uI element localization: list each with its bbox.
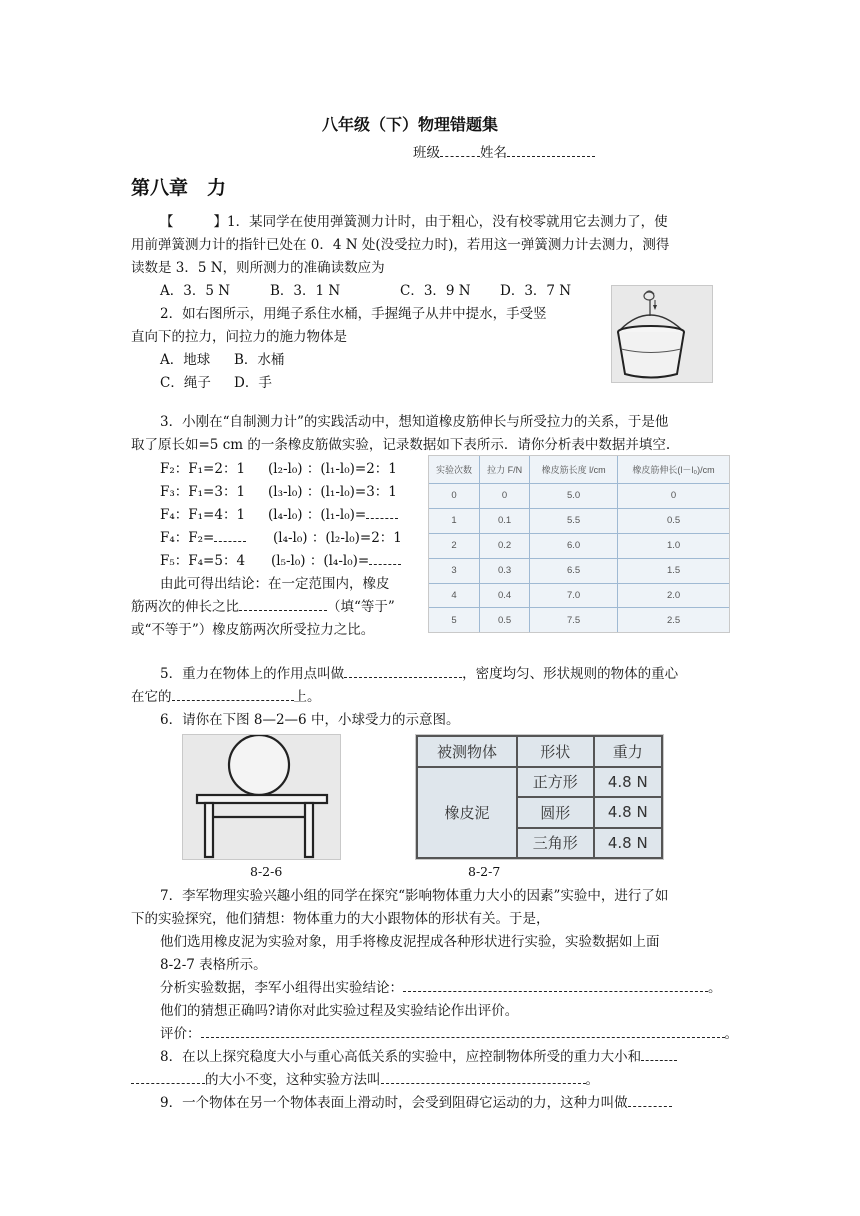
- q7-line-6: 他们的猜想正确吗?请你对此实验过程及实验结论作出评价。: [160, 1003, 519, 1019]
- table-cell: 0: [480, 484, 530, 509]
- answer-blank: [366, 506, 398, 519]
- q5-text-2b: 上。: [293, 689, 321, 705]
- weight-table-cell: 4.8 N: [594, 828, 662, 859]
- table-cell: 1.5: [618, 558, 729, 583]
- table-cell: 0.5: [618, 508, 729, 533]
- ratio-row-4-right: (l₄-l₀) ：(l₂-l₀)=2：1: [273, 530, 402, 546]
- q7-line-5: [160, 976, 722, 996]
- q3-conclusion-3: 或“不等于”）橡皮筋两次所受拉力之比。: [131, 622, 375, 638]
- table-cell: 4: [429, 583, 480, 608]
- table-header-row: [429, 456, 729, 484]
- q1-option-b: B．3．1 N: [270, 283, 341, 299]
- table-cell: 6.0: [530, 533, 618, 558]
- table-row: [429, 508, 729, 533]
- q2-line-2: 直向下的拉力，问拉力的施力物体是: [131, 329, 347, 345]
- weight-table-cell: 三角形: [517, 828, 594, 859]
- q7-line-1: 7．李军物理实验兴趣小组的同学在探究“影响物体重力大小的因素”实验中，进行了如: [160, 888, 669, 904]
- ratio-row-3-right: [268, 503, 398, 523]
- table-header: 实验次数: [436, 465, 473, 476]
- q6-line-1: 6．请你在下图 8—2—6 中，小球受力的示意图。: [160, 712, 460, 728]
- table-cell: 5.0: [530, 484, 618, 509]
- data-table: [429, 456, 729, 632]
- answer-blank: [344, 665, 462, 678]
- ratio-row-2-left: F₃：F₁=3：1: [160, 484, 246, 500]
- page-title: 八年级（下）物理错题集: [322, 115, 499, 134]
- q3-conclusion-2: [131, 595, 395, 615]
- elongation-data-table: [428, 455, 730, 633]
- q2-option-d: D．手: [234, 375, 272, 391]
- q2-option-a: A．地球: [160, 352, 211, 368]
- student-info-line: [413, 141, 595, 161]
- chapter-heading: 第八章 力: [131, 177, 227, 199]
- q1-option-d: D．3．7 N: [500, 283, 572, 299]
- name-blank: [507, 144, 595, 157]
- q8-text-1: 8．在以上探究稳度大小与重心高低关系的实验中，应控制物体所受的重力大小和: [160, 1049, 642, 1065]
- table-cell: 0.2: [480, 533, 530, 558]
- weight-table-cell: 正方形: [517, 767, 594, 798]
- answer-bracket-close: 】: [213, 214, 227, 230]
- table-cell: 7.0: [530, 583, 618, 608]
- ratio-row-1-right: (l₂-l₀) ：(l₁-l₀)=2：1: [268, 461, 397, 477]
- bucket-illustration: [611, 285, 713, 383]
- table-row: [429, 484, 729, 509]
- q3-line-1: 3．小刚在“自制测力计”的实践活动中，想知道橡皮筋伸长与所受拉力的关系，于是他: [160, 414, 669, 430]
- table-cell: 2: [429, 533, 480, 558]
- table-cell: 0: [618, 484, 729, 509]
- table-header: 橡皮筋伸长(l－l₀)/cm: [618, 456, 729, 484]
- answer-blank: [131, 1071, 205, 1084]
- q7-line-4: 8-2-7 表格所示。: [160, 957, 267, 973]
- q9-line-1: [160, 1091, 672, 1111]
- table-row: [429, 608, 729, 632]
- ball-on-table-figure: [182, 734, 341, 860]
- table-cell: 6.5: [530, 558, 618, 583]
- table-cell: 3: [429, 558, 480, 583]
- table-row: [429, 533, 729, 558]
- q7-line-7: [160, 1022, 738, 1042]
- answer-blank: [214, 529, 246, 542]
- ratio-row-4-text: F₄：F₂=: [160, 530, 215, 546]
- table-cell: 1: [429, 508, 480, 533]
- q1-line-2: 用前弹簧测力计的指针已处在 0．4 N 处(没受拉力时)，若用这一弹簧测力计去测力，测得: [131, 237, 670, 253]
- weight-table-cell: 4.8 N: [594, 767, 662, 798]
- q1-option-c: C．3．9 N: [400, 283, 471, 299]
- q2-option-c: C．绳子: [160, 375, 211, 391]
- class-label: 班级: [413, 145, 440, 161]
- figure-caption-1: 8-2-6: [250, 864, 283, 879]
- ratio-row-4-left: [160, 526, 246, 546]
- table-row: [429, 558, 729, 583]
- q5-line-1: [160, 662, 678, 682]
- q8-line-2: [131, 1068, 599, 1088]
- weight-table-cell: 圆形: [517, 797, 594, 828]
- q9-text-1: 9．一个物体在另一个物体表面上滑动时，会受到阻碍它运动的力，这种力叫做: [160, 1095, 628, 1111]
- table-header: 橡皮筋长度 l/cm: [530, 456, 618, 484]
- q8-line-1: [160, 1045, 677, 1065]
- table-cell: 0.4: [480, 583, 530, 608]
- ratio-row-1-left: F₂：F₁=2：1: [160, 461, 246, 477]
- q3-line-2: 取了原长如=5 cm 的一条橡皮筋做实验，记录数据如下表所示．请你分析表中数据并填空.: [131, 437, 671, 453]
- q7-line-2: 下的实验探究，他们猜想：物体重力的大小跟物体的形状有关。于是，: [131, 911, 550, 927]
- q7-text-5a: 分析实验数据，李军小组得出实验结论：: [160, 980, 403, 996]
- q3-conclusion-1: 由此可得出结论：在一定范围内，橡皮: [160, 576, 390, 592]
- q5-line-2: [131, 685, 321, 705]
- table-cell: 2.5: [618, 608, 729, 632]
- table-cell: 0: [429, 484, 480, 509]
- figure-caption-2: 8-2-7: [468, 864, 501, 879]
- answer-blank: [201, 1025, 725, 1038]
- q7-line-3: 他们选用橡皮泥为实验对象，用手将橡皮泥捏成各种形状进行实验，实验数据如上面: [160, 934, 660, 950]
- weight-table: [416, 735, 663, 859]
- answer-blank: [381, 1071, 586, 1084]
- q2-line-1: 2．如右图所示，用绳子系住水桶，手握绳子从井中提水，手受竖: [160, 306, 547, 322]
- weight-table-cell: 4.8 N: [594, 797, 662, 828]
- answer-bracket-open: 【: [160, 214, 174, 230]
- name-label: 姓名: [480, 145, 507, 161]
- q1-text-1: 1．某同学在使用弹簧测力计时，由于粗心，没有校零就用它去测力了，使: [227, 214, 668, 230]
- ratio-row-5-text: (l₅-l₀) ：(l₄-l₀)=: [271, 553, 370, 569]
- table-cell: 5: [429, 608, 480, 632]
- weight-table-header: 被测物体: [417, 736, 517, 767]
- table-row: [429, 583, 729, 608]
- q5-text-1a: 5．重力在物体上的作用点叫做: [160, 666, 345, 682]
- class-blank: [440, 144, 480, 157]
- q1-line-3: 读数是 3．5 N，则所测力的准确读数应为: [131, 260, 385, 276]
- ball-table-icon: [183, 735, 340, 859]
- answer-blank: [641, 1048, 677, 1061]
- q5-text-2a: 在它的: [131, 689, 172, 705]
- q7-text-7b: 。: [724, 1026, 738, 1042]
- bucket-icon: [612, 286, 712, 382]
- ratio-row-3-text: (l₄-l₀) ：(l₁-l₀)=: [268, 507, 367, 523]
- q1-line-1: [160, 210, 668, 230]
- ratio-row-5-right: [271, 549, 401, 569]
- q3-conclusion-2a: 筋两次的伸长之比: [131, 599, 239, 615]
- weight-table-header: 重力: [594, 736, 662, 767]
- answer-blank: [369, 552, 401, 565]
- table-cell: 0.5: [480, 608, 530, 632]
- table-cell: 5.5: [530, 508, 618, 533]
- q7-text-7a: 评价：: [160, 1026, 201, 1042]
- table-header: 拉力 F/N: [480, 456, 530, 484]
- q8-text-2b: 。: [585, 1072, 599, 1088]
- weight-table-figure: [415, 734, 664, 860]
- table-cell: 1.0: [618, 533, 729, 558]
- q8-text-2a: 的大小不变，这种实验方法叫: [205, 1072, 381, 1088]
- ratio-row-3-left: F₄：F₁=4：1: [160, 507, 246, 523]
- answer-blank: [239, 598, 327, 611]
- ratio-row-5-left: F₅：F₄=5：4: [160, 553, 246, 569]
- q5-text-1b: ，密度均匀、形状规则的物体的重心: [462, 666, 679, 682]
- answer-blank: [628, 1094, 672, 1107]
- answer-blank: [172, 688, 294, 701]
- weight-table-object: 橡皮泥: [417, 767, 517, 859]
- answer-blank: [403, 979, 708, 992]
- table-cell: 2.0: [618, 583, 729, 608]
- table-cell: 0.1: [480, 508, 530, 533]
- table-cell: 7.5: [530, 608, 618, 632]
- q7-text-5b: 。: [708, 980, 722, 996]
- weight-table-header: 形状: [517, 736, 594, 767]
- q2-option-b: B．水桶: [234, 352, 285, 368]
- q3-conclusion-2b: （填“等于”: [327, 599, 395, 615]
- table-cell: 0.3: [480, 558, 530, 583]
- ratio-row-2-right: (l₃-l₀) ：(l₁-l₀)=3：1: [268, 484, 397, 500]
- q1-option-a: A．3．5 N: [160, 283, 231, 299]
